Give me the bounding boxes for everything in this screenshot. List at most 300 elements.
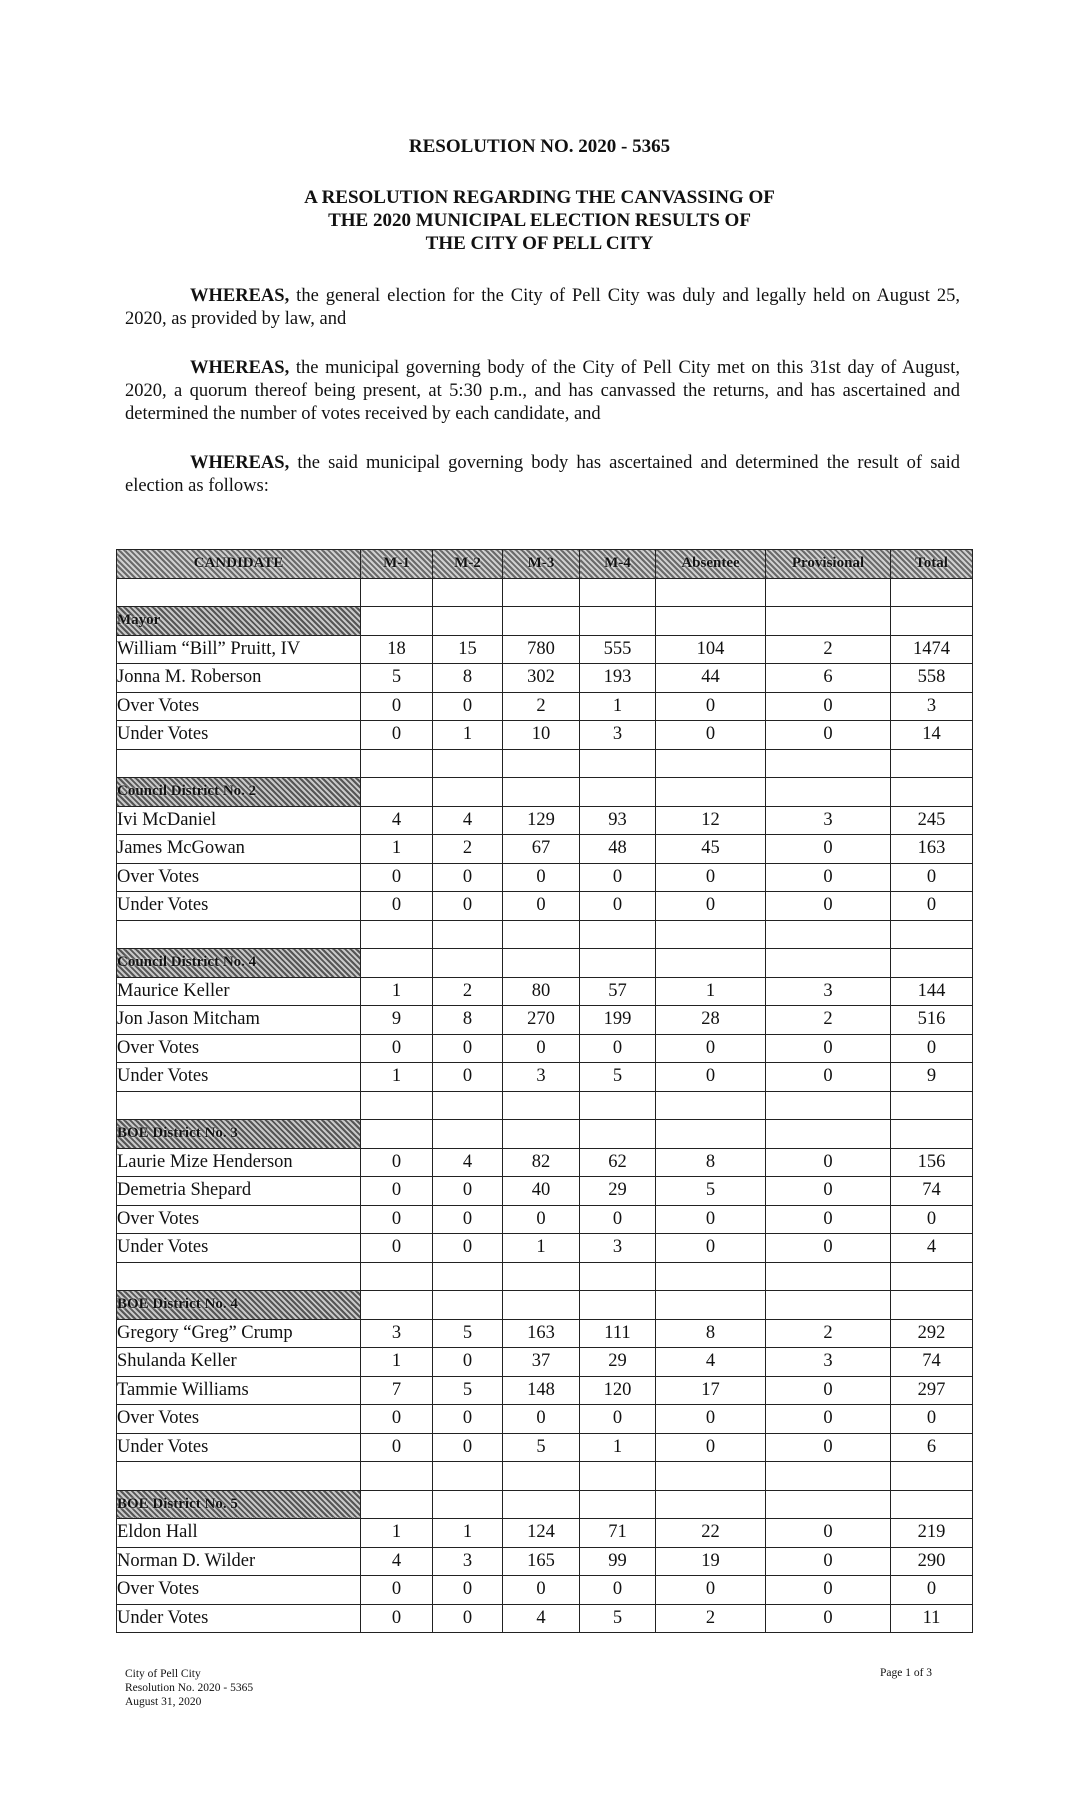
vote-count-cell: 22 xyxy=(656,1519,766,1548)
empty-cell xyxy=(361,1462,433,1491)
vote-count-cell: 0 xyxy=(433,692,503,721)
empty-cell xyxy=(766,1462,891,1491)
spacer-row xyxy=(117,749,973,778)
empty-cell xyxy=(117,1262,361,1291)
vote-count-cell: 9 xyxy=(891,1063,973,1092)
empty-cell xyxy=(580,607,656,636)
vote-count-cell: 0 xyxy=(891,1576,973,1605)
vote-count-cell: 2 xyxy=(656,1604,766,1633)
empty-cell xyxy=(580,749,656,778)
vote-count-cell: 0 xyxy=(361,721,433,750)
empty-cell xyxy=(891,1120,973,1149)
table-row xyxy=(117,1433,973,1462)
vote-count-cell: 0 xyxy=(766,1405,891,1434)
candidate-name: Over Votes xyxy=(117,1205,361,1234)
vote-count-cell: 3 xyxy=(503,1063,580,1092)
vote-count-cell: 74 xyxy=(891,1348,973,1377)
vote-count-cell: 245 xyxy=(891,806,973,835)
vote-count-cell: 1 xyxy=(361,977,433,1006)
table-header-row xyxy=(117,550,973,579)
vote-count-cell: 0 xyxy=(433,1604,503,1633)
vote-count-cell: 4 xyxy=(891,1234,973,1263)
vote-count-cell: 93 xyxy=(580,806,656,835)
header-absentee: Absentee xyxy=(656,550,766,579)
empty-cell xyxy=(433,1291,503,1320)
vote-count-cell: 0 xyxy=(766,1519,891,1548)
empty-cell xyxy=(580,1120,656,1149)
table-row xyxy=(117,1348,973,1377)
candidate-name: Over Votes xyxy=(117,863,361,892)
vote-count-cell: 270 xyxy=(503,1006,580,1035)
vote-count-cell: 0 xyxy=(580,1205,656,1234)
paragraph-lead: WHEREAS, xyxy=(190,286,290,306)
paragraph-lead: WHEREAS, xyxy=(190,358,290,378)
vote-count-cell: 29 xyxy=(580,1177,656,1206)
empty-cell xyxy=(656,920,766,949)
vote-count-cell: 6 xyxy=(766,664,891,693)
empty-cell xyxy=(433,920,503,949)
vote-count-cell: 0 xyxy=(503,1576,580,1605)
vote-count-cell: 2 xyxy=(766,635,891,664)
section-row xyxy=(117,949,973,978)
paragraph-lead: WHEREAS, xyxy=(190,453,290,473)
vote-count-cell: 2 xyxy=(766,1006,891,1035)
vote-count-cell: 0 xyxy=(503,892,580,921)
vote-count-cell: 80 xyxy=(503,977,580,1006)
spacer-row xyxy=(117,1462,973,1491)
empty-cell xyxy=(503,920,580,949)
vote-count-cell: 104 xyxy=(656,635,766,664)
page-number: Page 1 of 3 xyxy=(880,1667,933,1679)
vote-count-cell: 0 xyxy=(361,1234,433,1263)
vote-count-cell: 0 xyxy=(361,692,433,721)
empty-cell xyxy=(766,778,891,807)
empty-cell xyxy=(361,1490,433,1519)
vote-count-cell: 8 xyxy=(433,1006,503,1035)
table-row xyxy=(117,664,973,693)
empty-cell xyxy=(117,1091,361,1120)
candidate-name: Under Votes xyxy=(117,1234,361,1263)
vote-count-cell: 0 xyxy=(891,863,973,892)
empty-cell xyxy=(656,778,766,807)
empty-cell xyxy=(656,1462,766,1491)
empty-cell xyxy=(433,578,503,607)
empty-cell xyxy=(117,1462,361,1491)
empty-cell xyxy=(766,749,891,778)
vote-count-cell: 290 xyxy=(891,1547,973,1576)
vote-count-cell: 8 xyxy=(656,1148,766,1177)
vote-count-cell: 558 xyxy=(891,664,973,693)
vote-count-cell: 10 xyxy=(503,721,580,750)
vote-count-cell: 120 xyxy=(580,1376,656,1405)
vote-count-cell: 45 xyxy=(656,835,766,864)
empty-cell xyxy=(766,1291,891,1320)
vote-count-cell: 0 xyxy=(361,892,433,921)
vote-count-cell: 0 xyxy=(766,835,891,864)
candidate-name: Under Votes xyxy=(117,721,361,750)
vote-count-cell: 0 xyxy=(656,1034,766,1063)
empty-cell xyxy=(656,1490,766,1519)
empty-cell xyxy=(503,607,580,636)
vote-count-cell: 0 xyxy=(361,1148,433,1177)
vote-count-cell: 297 xyxy=(891,1376,973,1405)
empty-cell xyxy=(503,1462,580,1491)
vote-count-cell: 0 xyxy=(361,1405,433,1434)
table-row xyxy=(117,1576,973,1605)
header-m4: M-4 xyxy=(580,550,656,579)
section-title: BOE District No. 5 xyxy=(117,1490,361,1519)
vote-count-cell: 28 xyxy=(656,1006,766,1035)
empty-cell xyxy=(891,1091,973,1120)
vote-count-cell: 165 xyxy=(503,1547,580,1576)
vote-count-cell: 0 xyxy=(766,1576,891,1605)
candidate-name: Over Votes xyxy=(117,692,361,721)
vote-count-cell: 17 xyxy=(656,1376,766,1405)
vote-count-cell: 4 xyxy=(503,1604,580,1633)
section-row xyxy=(117,1490,973,1519)
empty-cell xyxy=(361,1091,433,1120)
election-results-table xyxy=(116,549,973,1633)
empty-cell xyxy=(656,1291,766,1320)
spacer-row xyxy=(117,920,973,949)
vote-count-cell: 14 xyxy=(891,721,973,750)
empty-cell xyxy=(117,578,361,607)
vote-count-cell: 111 xyxy=(580,1319,656,1348)
table-row xyxy=(117,806,973,835)
table-row xyxy=(117,1148,973,1177)
vote-count-cell: 199 xyxy=(580,1006,656,1035)
vote-count-cell: 5 xyxy=(656,1177,766,1206)
vote-count-cell: 0 xyxy=(766,1234,891,1263)
vote-count-cell: 3 xyxy=(766,1348,891,1377)
table-row xyxy=(117,1205,973,1234)
candidate-name: Over Votes xyxy=(117,1034,361,1063)
section-title: BOE District No. 4 xyxy=(117,1291,361,1320)
table-row xyxy=(117,1034,973,1063)
vote-count-cell: 4 xyxy=(433,806,503,835)
vote-count-cell: 0 xyxy=(433,1177,503,1206)
table-row xyxy=(117,1519,973,1548)
candidate-name: Jon Jason Mitcham xyxy=(117,1006,361,1035)
whereas-paragraph-1 xyxy=(125,285,960,331)
empty-cell xyxy=(361,1262,433,1291)
subtitle-line: THE CITY OF PELL CITY xyxy=(425,233,654,254)
empty-cell xyxy=(503,949,580,978)
footer-info xyxy=(125,1667,253,1709)
vote-count-cell: 44 xyxy=(656,664,766,693)
empty-cell xyxy=(656,749,766,778)
vote-count-cell: 0 xyxy=(361,1576,433,1605)
empty-cell xyxy=(891,778,973,807)
vote-count-cell: 780 xyxy=(503,635,580,664)
vote-count-cell: 0 xyxy=(891,1405,973,1434)
vote-count-cell: 0 xyxy=(766,1034,891,1063)
vote-count-cell: 0 xyxy=(766,863,891,892)
vote-count-cell: 57 xyxy=(580,977,656,1006)
empty-cell xyxy=(580,578,656,607)
whereas-paragraph-2 xyxy=(125,357,960,426)
vote-count-cell: 0 xyxy=(656,1063,766,1092)
header-m3: M-3 xyxy=(503,550,580,579)
candidate-name: James McGowan xyxy=(117,835,361,864)
footer-line: Resolution No. 2020 - 5365 xyxy=(125,1682,254,1694)
empty-cell xyxy=(361,578,433,607)
vote-count-cell: 0 xyxy=(656,863,766,892)
empty-cell xyxy=(361,749,433,778)
vote-count-cell: 3 xyxy=(766,806,891,835)
vote-count-cell: 516 xyxy=(891,1006,973,1035)
footer-line: City of Pell City xyxy=(125,1668,201,1680)
vote-count-cell: 0 xyxy=(433,1433,503,1462)
vote-count-cell: 0 xyxy=(503,1205,580,1234)
empty-cell xyxy=(361,1120,433,1149)
empty-cell xyxy=(361,920,433,949)
table-row xyxy=(117,1604,973,1633)
header-provisional: Provisional xyxy=(766,550,891,579)
empty-cell xyxy=(433,1262,503,1291)
vote-count-cell: 9 xyxy=(361,1006,433,1035)
vote-count-cell: 0 xyxy=(433,1234,503,1263)
empty-cell xyxy=(503,778,580,807)
table-row xyxy=(117,692,973,721)
vote-count-cell: 19 xyxy=(656,1547,766,1576)
candidate-name: Laurie Mize Henderson xyxy=(117,1148,361,1177)
vote-count-cell: 0 xyxy=(766,1433,891,1462)
table-row xyxy=(117,721,973,750)
empty-cell xyxy=(656,607,766,636)
paragraph-text: the said municipal governing body has ascertained and determined the result of said election as follows: xyxy=(125,453,960,496)
vote-count-cell: 12 xyxy=(656,806,766,835)
section-title: Council District No. 2 xyxy=(117,778,361,807)
paragraph-text: the general election for the City of Pell City was duly and legally held on August 25, 2020, as provided by law, and xyxy=(125,286,960,329)
candidate-name: Over Votes xyxy=(117,1405,361,1434)
section-row xyxy=(117,778,973,807)
empty-cell xyxy=(891,578,973,607)
vote-count-cell: 0 xyxy=(656,1405,766,1434)
empty-cell xyxy=(580,1091,656,1120)
table-row xyxy=(117,1547,973,1576)
vote-count-cell: 0 xyxy=(656,1234,766,1263)
empty-cell xyxy=(433,949,503,978)
section-row xyxy=(117,607,973,636)
vote-count-cell: 302 xyxy=(503,664,580,693)
vote-count-cell: 0 xyxy=(580,892,656,921)
empty-cell xyxy=(503,1291,580,1320)
empty-cell xyxy=(503,1091,580,1120)
vote-count-cell: 0 xyxy=(766,892,891,921)
vote-count-cell: 48 xyxy=(580,835,656,864)
empty-cell xyxy=(361,778,433,807)
empty-cell xyxy=(117,920,361,949)
vote-count-cell: 219 xyxy=(891,1519,973,1548)
resolution-subtitle xyxy=(0,186,1079,255)
candidate-name: Norman D. Wilder xyxy=(117,1547,361,1576)
table-row xyxy=(117,1063,973,1092)
vote-count-cell: 8 xyxy=(656,1319,766,1348)
empty-cell xyxy=(891,1291,973,1320)
vote-count-cell: 0 xyxy=(656,892,766,921)
vote-count-cell: 0 xyxy=(433,1576,503,1605)
empty-cell xyxy=(766,1490,891,1519)
vote-count-cell: 0 xyxy=(580,1034,656,1063)
vote-count-cell: 156 xyxy=(891,1148,973,1177)
vote-count-cell: 4 xyxy=(433,1148,503,1177)
vote-count-cell: 0 xyxy=(361,863,433,892)
vote-count-cell: 1 xyxy=(503,1234,580,1263)
vote-count-cell: 0 xyxy=(766,1148,891,1177)
candidate-name: Jonna M. Roberson xyxy=(117,664,361,693)
section-row xyxy=(117,1120,973,1149)
vote-count-cell: 1 xyxy=(580,692,656,721)
vote-count-cell: 3 xyxy=(433,1547,503,1576)
table-row xyxy=(117,1405,973,1434)
vote-count-cell: 3 xyxy=(361,1319,433,1348)
candidate-name: Ivi McDaniel xyxy=(117,806,361,835)
vote-count-cell: 0 xyxy=(766,1063,891,1092)
vote-count-cell: 5 xyxy=(580,1063,656,1092)
table-row xyxy=(117,1234,973,1263)
vote-count-cell: 8 xyxy=(433,664,503,693)
vote-count-cell: 0 xyxy=(766,1547,891,1576)
vote-count-cell: 0 xyxy=(891,892,973,921)
vote-count-cell: 4 xyxy=(361,806,433,835)
empty-cell xyxy=(891,920,973,949)
candidate-name: Over Votes xyxy=(117,1576,361,1605)
vote-count-cell: 555 xyxy=(580,635,656,664)
vote-count-cell: 1 xyxy=(433,1519,503,1548)
table-row xyxy=(117,1376,973,1405)
vote-count-cell: 37 xyxy=(503,1348,580,1377)
empty-cell xyxy=(503,1262,580,1291)
candidate-name: Shulanda Keller xyxy=(117,1348,361,1377)
table-row xyxy=(117,635,973,664)
vote-count-cell: 0 xyxy=(361,1034,433,1063)
vote-count-cell: 144 xyxy=(891,977,973,1006)
header-total: Total xyxy=(891,550,973,579)
vote-count-cell: 74 xyxy=(891,1177,973,1206)
vote-count-cell: 5 xyxy=(503,1433,580,1462)
vote-count-cell: 2 xyxy=(766,1319,891,1348)
spacer-row xyxy=(117,1262,973,1291)
empty-cell xyxy=(580,1291,656,1320)
empty-cell xyxy=(891,1262,973,1291)
empty-cell xyxy=(580,920,656,949)
empty-cell xyxy=(766,1262,891,1291)
vote-count-cell: 0 xyxy=(656,692,766,721)
vote-count-cell: 0 xyxy=(580,1576,656,1605)
candidate-name: Under Votes xyxy=(117,1063,361,1092)
vote-count-cell: 0 xyxy=(766,692,891,721)
vote-count-cell: 0 xyxy=(433,892,503,921)
spacer-row xyxy=(117,1091,973,1120)
empty-cell xyxy=(580,949,656,978)
header-candidate: CANDIDATE xyxy=(117,550,361,579)
empty-cell xyxy=(656,578,766,607)
vote-count-cell: 193 xyxy=(580,664,656,693)
vote-count-cell: 2 xyxy=(433,835,503,864)
empty-cell xyxy=(656,1091,766,1120)
vote-count-cell: 0 xyxy=(503,1405,580,1434)
header-m2: M-2 xyxy=(433,550,503,579)
vote-count-cell: 18 xyxy=(361,635,433,664)
vote-count-cell: 0 xyxy=(433,1348,503,1377)
vote-count-cell: 0 xyxy=(891,1034,973,1063)
empty-cell xyxy=(433,607,503,636)
empty-cell xyxy=(656,1262,766,1291)
empty-cell xyxy=(361,1291,433,1320)
vote-count-cell: 6 xyxy=(891,1433,973,1462)
vote-count-cell: 0 xyxy=(433,1034,503,1063)
empty-cell xyxy=(433,1490,503,1519)
vote-count-cell: 0 xyxy=(656,1205,766,1234)
header-m1: M-1 xyxy=(361,550,433,579)
vote-count-cell: 1 xyxy=(361,1348,433,1377)
vote-count-cell: 0 xyxy=(656,1576,766,1605)
vote-count-cell: 82 xyxy=(503,1148,580,1177)
empty-cell xyxy=(891,1490,973,1519)
vote-count-cell: 3 xyxy=(766,977,891,1006)
section-title: Mayor xyxy=(117,607,361,636)
empty-cell xyxy=(656,949,766,978)
empty-cell xyxy=(503,1490,580,1519)
vote-count-cell: 2 xyxy=(433,977,503,1006)
empty-cell xyxy=(766,578,891,607)
empty-cell xyxy=(580,778,656,807)
empty-cell xyxy=(580,1490,656,1519)
paragraph-text: the municipal governing body of the City of Pell City met on this 31st day of August, 2020, a quorum thereof being present, at 5:30 p.m., and has canvassed the returns, and has ascertained and determined the number of votes received by each candidate, and xyxy=(125,358,960,424)
section-row xyxy=(117,1291,973,1320)
empty-cell xyxy=(433,1462,503,1491)
empty-cell xyxy=(891,1462,973,1491)
vote-count-cell: 0 xyxy=(580,863,656,892)
table-row xyxy=(117,892,973,921)
empty-cell xyxy=(433,1120,503,1149)
vote-count-cell: 4 xyxy=(656,1348,766,1377)
empty-cell xyxy=(361,607,433,636)
vote-count-cell: 5 xyxy=(580,1604,656,1633)
candidate-name: Demetria Shepard xyxy=(117,1177,361,1206)
vote-count-cell: 0 xyxy=(433,1205,503,1234)
candidate-name: William “Bill” Pruitt, IV xyxy=(117,635,361,664)
vote-count-cell: 1 xyxy=(580,1433,656,1462)
subtitle-line: A RESOLUTION REGARDING THE CANVASSING OF xyxy=(304,187,775,208)
vote-count-cell: 148 xyxy=(503,1376,580,1405)
vote-count-cell: 0 xyxy=(766,721,891,750)
candidate-name: Tammie Williams xyxy=(117,1376,361,1405)
vote-count-cell: 5 xyxy=(433,1319,503,1348)
empty-cell xyxy=(766,920,891,949)
vote-count-cell: 0 xyxy=(580,1405,656,1434)
vote-count-cell: 0 xyxy=(766,1604,891,1633)
empty-cell xyxy=(580,1262,656,1291)
empty-cell xyxy=(503,578,580,607)
candidate-name: Under Votes xyxy=(117,1433,361,1462)
vote-count-cell: 0 xyxy=(656,1433,766,1462)
empty-cell xyxy=(766,1091,891,1120)
vote-count-cell: 99 xyxy=(580,1547,656,1576)
vote-count-cell: 3 xyxy=(580,721,656,750)
vote-count-cell: 0 xyxy=(766,1205,891,1234)
empty-cell xyxy=(580,1462,656,1491)
vote-count-cell: 0 xyxy=(503,1034,580,1063)
vote-count-cell: 7 xyxy=(361,1376,433,1405)
results-body xyxy=(117,578,973,1633)
empty-cell xyxy=(766,607,891,636)
vote-count-cell: 4 xyxy=(361,1547,433,1576)
empty-cell xyxy=(433,749,503,778)
vote-count-cell: 0 xyxy=(656,721,766,750)
vote-count-cell: 0 xyxy=(433,1405,503,1434)
